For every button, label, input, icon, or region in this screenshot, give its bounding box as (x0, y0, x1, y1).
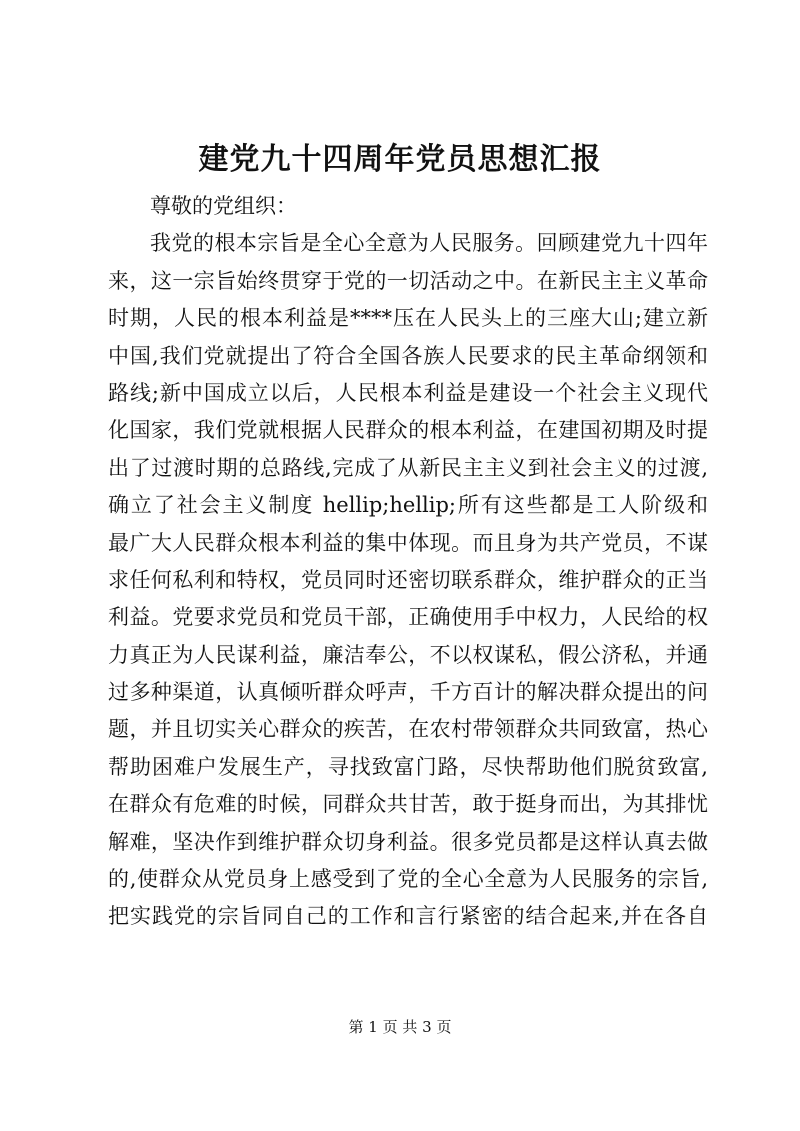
body-line: 过多种渠道，认真倾听群众呼声，千方百计的解决群众提出的问 (108, 680, 708, 705)
body-line: 最广大人民群众根本利益的集中体现。而且身为共产党员，不谋 (108, 530, 708, 555)
body-line: 的,使群众从党员身上感受到了党的全心全意为人民服务的宗旨, (108, 867, 708, 892)
body-line: 来，这一宗旨始终贯穿于党的一切活动之中。在新民主主义革命 (108, 268, 708, 293)
body-line: 帮助困难户发展生产，寻找致富门路，尽快帮助他们脱贫致富, (108, 754, 708, 779)
salutation: 尊敬的党组织： (150, 194, 297, 218)
page-footer: 第 1 页 共 3 页 (348, 1018, 452, 1036)
body-line: 解难，坚决作到维护群众切身利益。很多党员都是这样认真去做 (108, 829, 708, 854)
body-line: 时期，人民的根本利益是****压在人民头上的三座大山;建立新 (108, 306, 708, 331)
body-line: 求任何私利和特权，党员同时还密切联系群众，维护群众的正当 (108, 567, 708, 592)
body-line: 在群众有危难的时候，同群众共甘苦，敢于挺身而出，为其排忧 (108, 792, 708, 817)
body-line: 确立了社会主义制度 hellip;hellip;所有这些都是工人阶级和 (108, 493, 708, 518)
body-line: 把实践党的宗旨同自己的工作和言行紧密的结合起来,并在各自 (108, 904, 708, 929)
body-line: 中国,我们党就提出了符合全国各族人民要求的民主革命纲领和 (108, 343, 708, 368)
body-line: 我党的根本宗旨是全心全意为人民服务。回顾建党九十四年 (150, 231, 708, 256)
body-line: 题，并且切实关心群众的疾苦，在农村带领群众共同致富，热心 (108, 717, 708, 742)
document-body (108, 188, 708, 936)
body-line: 路线;新中国成立以后，人民根本利益是建设一个社会主义现代 (108, 380, 708, 405)
body-line: 利益。党要求党员和党员干部，正确使用手中权力，人民给的权 (108, 605, 708, 630)
body-line: 力真正为人民谋利益，廉洁奉公，不以权谋私，假公济私，并通 (108, 642, 708, 667)
body-line: 化国家，我们党就根据人民群众的根本利益，在建国初期及时提 (108, 418, 708, 443)
body-line: 出了过渡时期的总路线,完成了从新民主主义到社会主义的过渡, (108, 455, 708, 480)
document-title: 建党九十四周年党员思想汇报 (198, 142, 602, 177)
